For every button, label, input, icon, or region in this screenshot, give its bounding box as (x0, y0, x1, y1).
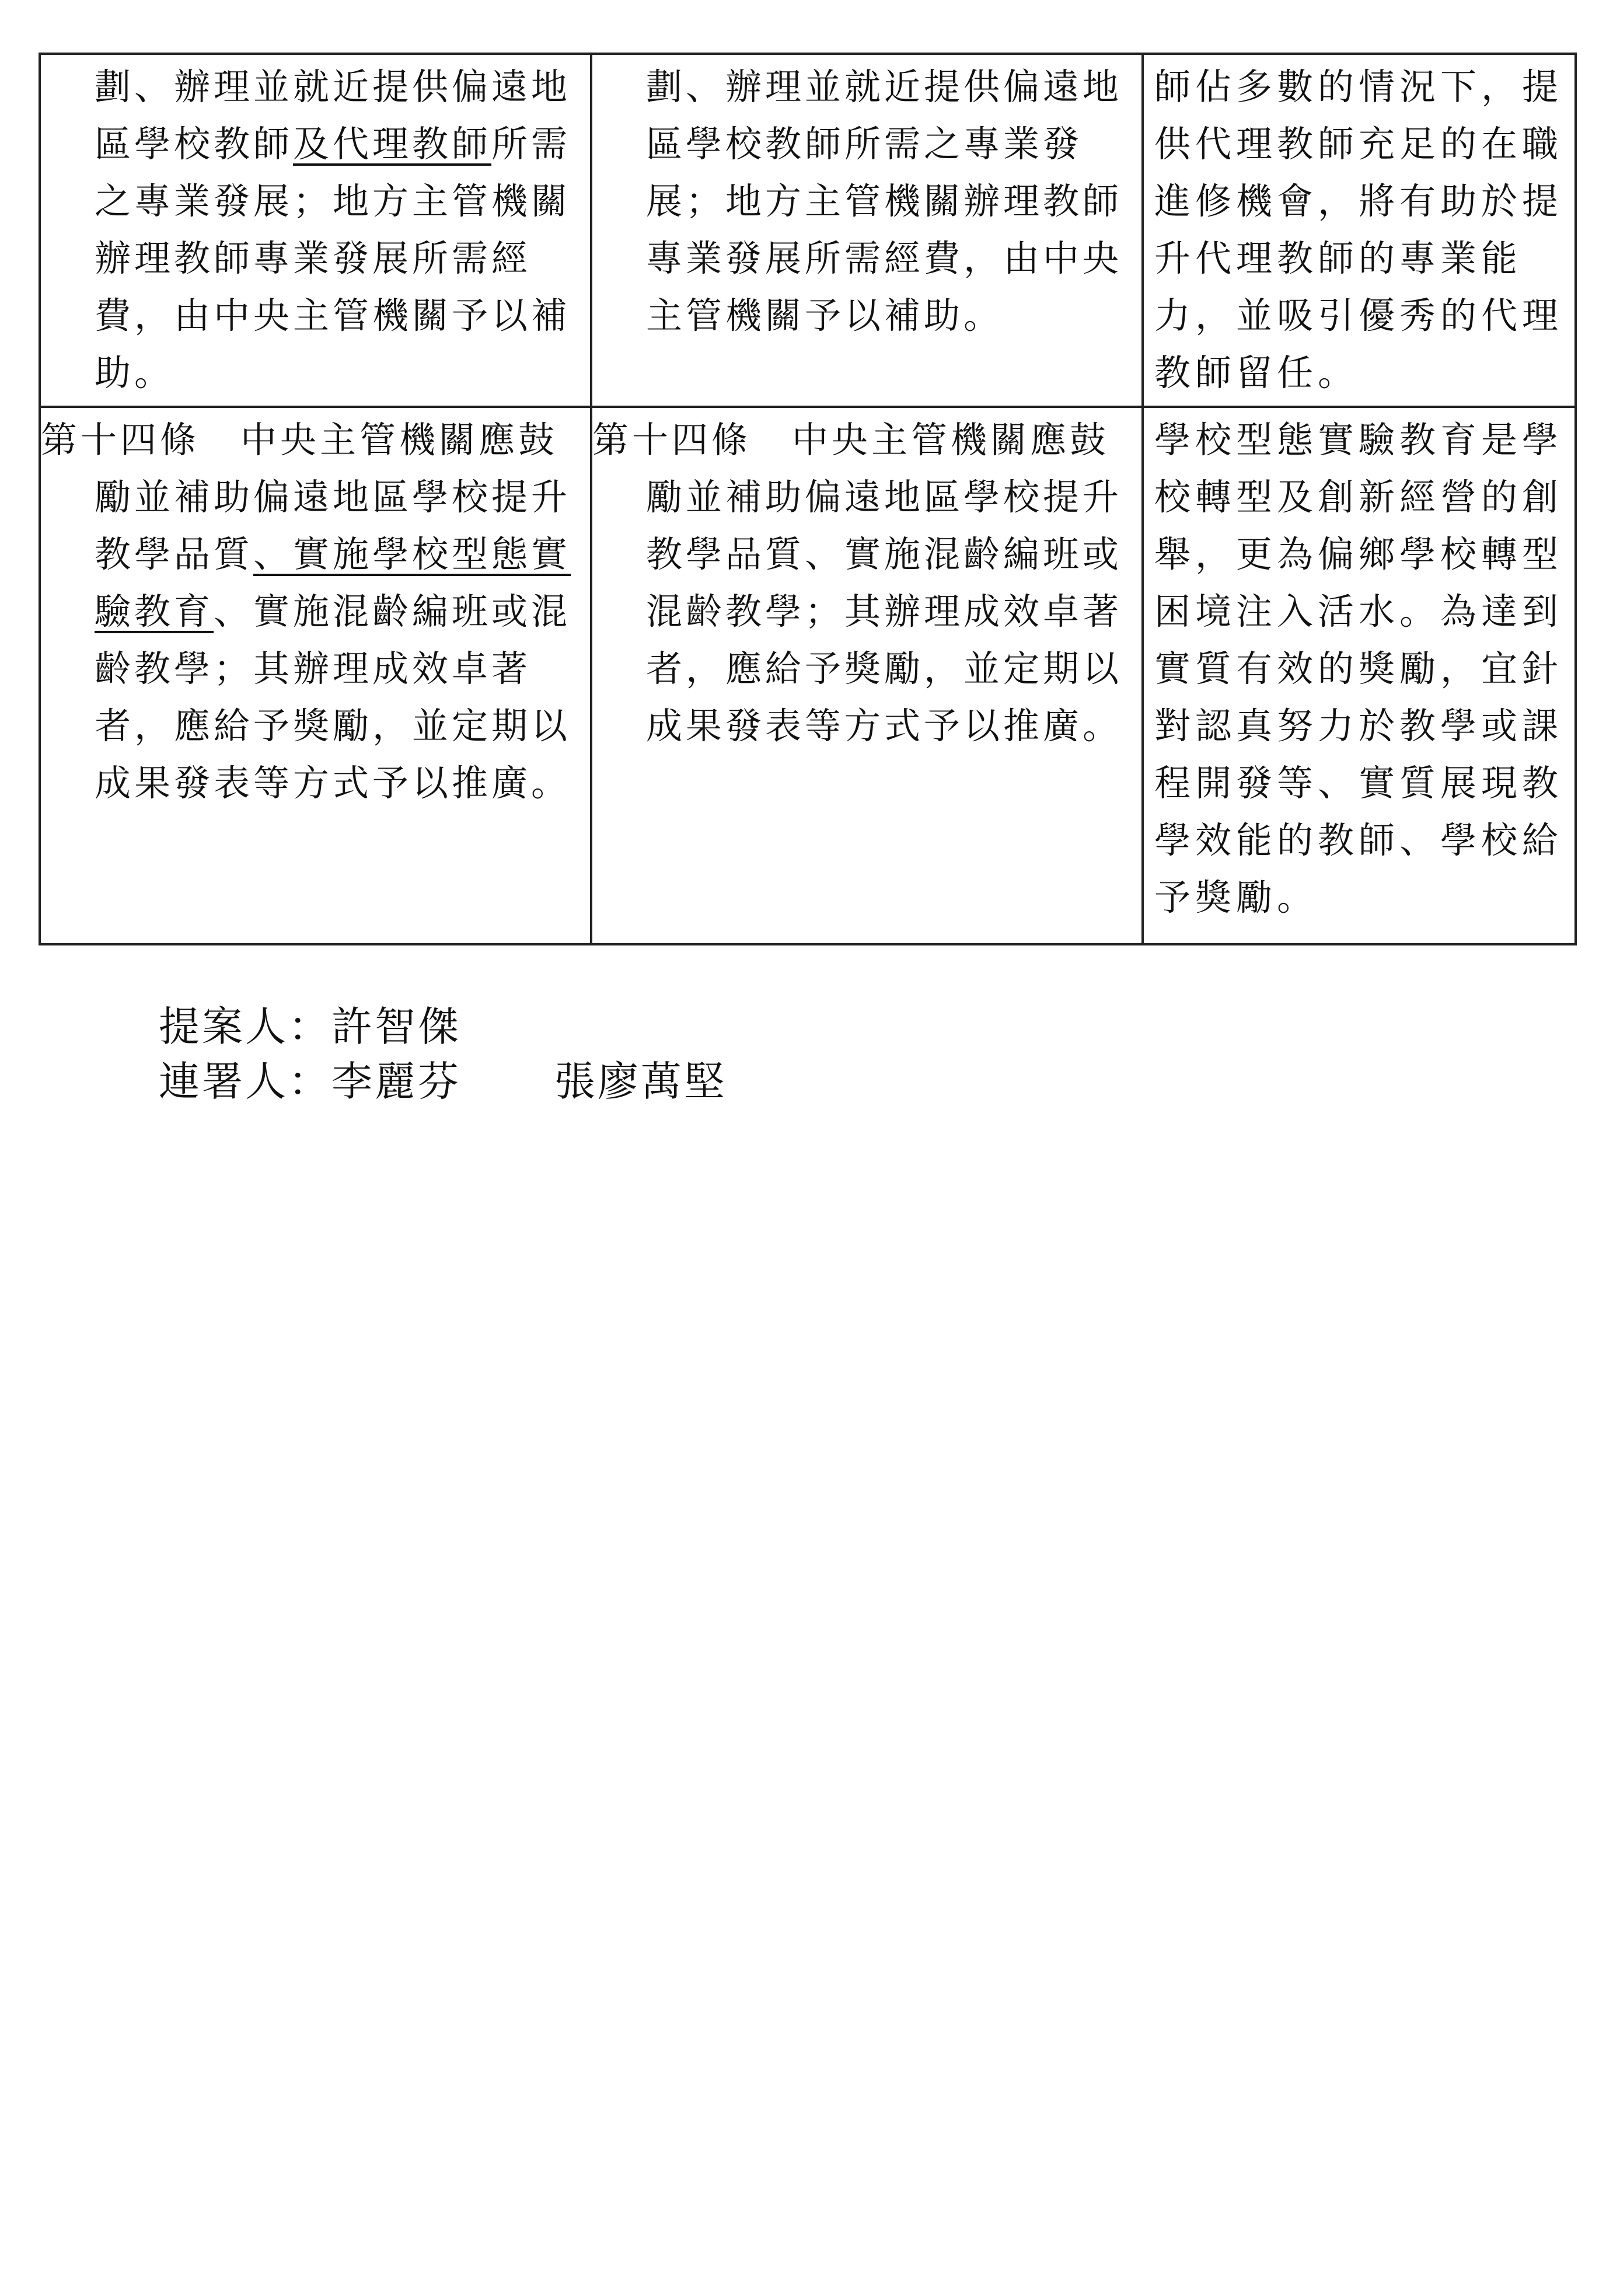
current-article-cell (591, 54, 1143, 407)
underlined-amendment: 、實施學校型態實驗教育 (95, 533, 571, 633)
amended-article-cell (40, 407, 591, 944)
proposer-name: 許智傑 (331, 1003, 461, 1051)
article-number: 第十四條 (41, 418, 200, 461)
text-segment: 中央主管機關應鼓勵並補助偏遠地區學校提升教學品質 (95, 418, 571, 575)
text-segment: 中央主管機關應鼓勵並補助偏遠地區學校提升教學品質、實施混齡編班或混齡教學；其辦理成效卓著者，應給予獎勵，並定期以成果發表等方式予以推廣。 (646, 418, 1123, 747)
current-article-cell (591, 407, 1143, 944)
text-segment: 劃、辦理並就近提供偏遠地區學校教師 (95, 65, 571, 165)
table-row (40, 407, 1576, 944)
signature-block (159, 999, 727, 1109)
text-segment: 所需之專業發展；地方主管機關辦理教師專業發展所需經費，由中央主管機關予以補助。 (95, 123, 571, 394)
amended-text (41, 55, 590, 402)
explanation-text: 師佔多數的情況下，提供代理教師充足的在職進修機會，將有助於提升代理教師的專業能力，並吸引優秀的代理教師留任。 (1154, 65, 1563, 394)
text-segment: 、實施混齡編班或混齡教學；其辦理成效卓著者，應給予獎勵，並定期以成果發表等方式予以推廣。 (95, 590, 571, 804)
proposer-line (159, 999, 727, 1054)
explanation-cell (1143, 407, 1576, 944)
amended-text (41, 408, 590, 812)
current-text: 劃、辦理並就近提供偏遠地區學校教師所需之專業發展；地方主管機關辦理教師專業發展所需經費，由中央主管機關予以補助。 (646, 65, 1123, 337)
table-row (40, 54, 1576, 407)
proposer-label: 提案人： (159, 1003, 331, 1051)
comparison-table (39, 53, 1577, 945)
explanation-cell (1143, 54, 1576, 407)
amended-article-cell (40, 54, 591, 407)
cosigner-label: 連署人： (159, 1058, 331, 1105)
cosigner-name: 李麗芬 (331, 1058, 461, 1105)
cosigner-name: 張廖萬堅 (554, 1058, 727, 1105)
underlined-amendment: 及代理教師 (293, 123, 492, 165)
article-number: 第十四條 (592, 418, 752, 461)
explanation-text: 學校型態實驗教育是學校轉型及創新經營的創舉，更為偏鄉學校轉型困境注入活水。為達到實質有效的獎勵，宜針對認真努力於教學或課程開發等、實質展現教學效能的教師、學校給予獎勵。 (1154, 418, 1563, 919)
current-text (592, 408, 1141, 755)
cosigner-line (159, 1054, 727, 1109)
